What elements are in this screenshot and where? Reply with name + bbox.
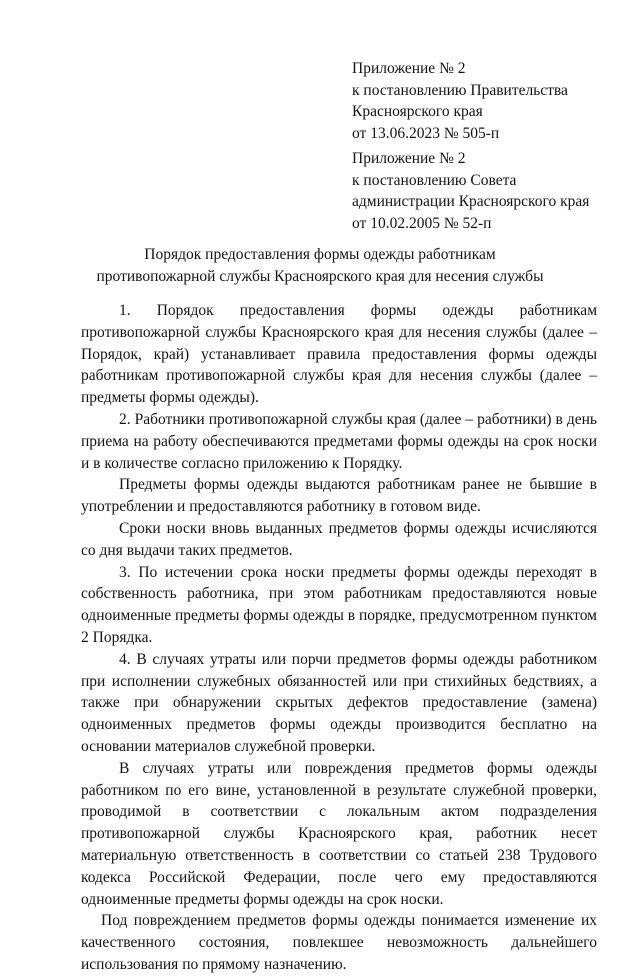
paragraph-item-2-new-items: Предметы формы одежды выдаются работникам ранее не бывшие в употреблении и предоставляются работнику в готовом виде. (81, 476, 597, 516)
paragraph-item-4-liability: В случаях утраты или повреждения предметов формы одежды работником по его вине, установленной в результате служебной проверки, проводимой в соответствии с локальным актом подразделения противопожарной службы Красноярского края, работник несет материальную ответственность в соответствии со статьей 238 Трудового кодекса Российской Федерации, после чего ему предоставляются одноименные предметы формы одежды на срок носки. (81, 759, 597, 908)
paragraph-item-4: 4. В случаях утраты или порчи предметов формы одежды работником при исполнении служебных обязанностей или при стихийных бедствиях, а также при обнаружении скрытых дефектов предоставление (замена) одноименных предметов формы одежды производится бесплатно на основании материалов служебной проверки. (81, 650, 597, 755)
appendix-number: Приложение № 2 (352, 60, 466, 77)
appendix-region: Красноярского края (352, 103, 483, 120)
appendix-resolution-ref: к постановлению Совета (352, 171, 517, 189)
paragraph-damage-definition: Под повреждением предметов формы одежды понимается изменение их качественного состояния, повлекшее невозможность дальнейшего использования по прямому назначению. (81, 912, 597, 973)
paragraph-item-1: 1. Порядок предоставления формы одежды работникам противопожарной службы Красноярского края для несения службы (далее – Порядок, край) устанавливает правила предоставления формы одежды работникам противопожарной службы края для несения службы (далее – предметы формы одежды). (81, 302, 597, 407)
document-body (81, 300, 597, 976)
document-title (40, 244, 600, 288)
paragraph-item-2-wear-period: Сроки носки вновь выданных предметов формы одежды исчисляются со дня выдачи таких предметов. (81, 519, 597, 559)
appendix-header-current (352, 58, 568, 144)
paragraph-item-2: 2. Работники противопожарной службы края (далее – работники) в день приема на работу обеспечиваются предметами формы одежды на срок носки и в количестве согласно приложению к Порядку. (81, 410, 597, 472)
appendix-date-number: от 10.02.2005 № 52-п (352, 214, 492, 232)
paragraph-item-3: 3. По истечении срока носки предметы формы одежды переходят в собственность работника, при этом работникам предоставляются новые одноименные предметы формы одежды в порядке, предусмотренном пунктом 2 Порядка. (81, 563, 597, 646)
title-line-1: Порядок предоставления формы одежды работникам (144, 246, 496, 263)
title-line-2: противопожарной службы Красноярского края для несения службы (96, 268, 544, 285)
appendix-administration: администрации Красноярского края (352, 193, 590, 210)
appendix-resolution-ref: к постановлению Правительства (352, 81, 568, 99)
appendix-date-number: от 13.06.2023 № 505-п (352, 124, 500, 142)
appendix-number: Приложение № 2 (352, 150, 466, 167)
appendix-header-original (352, 148, 589, 234)
